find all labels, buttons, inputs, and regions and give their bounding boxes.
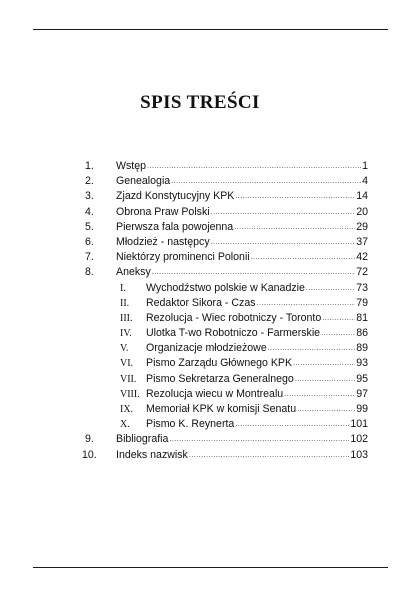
dot-leader [171, 174, 361, 189]
entry-line [116, 432, 368, 448]
toc-subentry [0, 281, 400, 296]
entry-line [116, 205, 368, 221]
dot-leader [169, 432, 349, 447]
entry-number: 4. [85, 205, 94, 218]
toc-subentry [0, 326, 400, 341]
entry-line [116, 220, 368, 236]
entry-number: III. [120, 312, 133, 324]
entry-label: Wstęp [116, 160, 147, 172]
entry-page-number: 29 [356, 220, 368, 233]
dot-leader [257, 296, 356, 311]
entry-label: Wychodźstwo polskie w Kanadzie [146, 281, 305, 294]
entry-number: VIII. [120, 388, 140, 400]
toc-entry [0, 235, 400, 250]
entry-line [116, 235, 368, 251]
entry-label: Pismo K. Reynerta [146, 418, 235, 431]
toc-subentry [0, 341, 400, 356]
dot-leader [284, 387, 355, 402]
entry-page-number: 73 [356, 281, 368, 294]
entry-line [146, 402, 368, 418]
entry-number: X. [120, 419, 130, 431]
entry-line [146, 281, 368, 297]
toc-subentry [0, 402, 400, 417]
entry-number: VI. [120, 358, 134, 370]
entry-line [146, 417, 368, 433]
dot-leader [322, 311, 355, 326]
entry-label: Pismo Sekretarza Generalnego [146, 372, 294, 385]
entry-label: Zjazd Konstytucyjny KPK [116, 190, 235, 203]
entry-label: Obrona Praw Polski [116, 205, 210, 218]
toc-entry [0, 220, 400, 235]
dot-leader [268, 341, 355, 356]
entry-page-number: 95 [356, 372, 368, 385]
toc-subentry [0, 417, 400, 432]
entry-page-number: 1 [362, 160, 368, 172]
entry-number: VII. [120, 373, 137, 385]
entry-page-number: 103 [350, 448, 368, 461]
entry-line [116, 174, 368, 190]
entry-line [116, 189, 368, 205]
dot-leader [189, 448, 349, 463]
toc-entry [0, 159, 400, 174]
entry-line [116, 265, 368, 281]
entry-page-number: 93 [356, 357, 368, 370]
entry-number: 6. [85, 235, 94, 248]
entry-number: 2. [85, 175, 94, 188]
entry-line [146, 341, 368, 357]
entry-page-number: 102 [350, 433, 368, 446]
toc-entry [0, 265, 400, 280]
dot-leader [234, 220, 355, 235]
entry-page-number: 81 [356, 311, 368, 324]
entry-page-number: 72 [356, 266, 368, 279]
entry-line [146, 311, 368, 327]
entry-page-number: 4 [362, 175, 368, 188]
entry-number: 9. [85, 433, 94, 446]
entry-page-number: 89 [356, 342, 368, 355]
entry-page-number: 37 [356, 235, 368, 248]
entry-label: Indeks nazwisk [116, 448, 188, 461]
toc-subentry [0, 372, 400, 387]
entry-line [146, 296, 368, 312]
dot-leader [297, 402, 355, 417]
toc-entry [0, 250, 400, 265]
toc-entry [0, 174, 400, 189]
dot-leader [251, 250, 356, 265]
dot-leader [306, 281, 355, 296]
dot-leader [211, 205, 356, 220]
toc-entry [0, 432, 400, 447]
dot-leader [211, 235, 356, 250]
entry-label: Organizacje młodzieżowe [146, 342, 267, 355]
entry-label: Aneksy [116, 266, 151, 279]
entry-page-number: 86 [356, 327, 368, 340]
toc-subentry [0, 311, 400, 326]
page-title: SPIS TREŚCI [140, 92, 260, 113]
entry-line [146, 372, 368, 388]
entry-number: IX. [120, 404, 134, 415]
toc-subentry [0, 356, 400, 371]
entry-page-number: 20 [356, 205, 368, 218]
entry-number: V. [120, 343, 129, 355]
entry-label: Pismo Zarządu Głównego KPK [146, 357, 293, 370]
entry-number: IV. [120, 328, 132, 340]
entry-number: 7. [85, 251, 94, 264]
entry-page-number: 99 [356, 403, 368, 415]
entry-page-number: 42 [356, 251, 368, 264]
entry-label: Młodzież - następcy [116, 235, 210, 248]
entry-label: Redaktor Sikora - Czas [146, 296, 256, 309]
entry-label: Bibliografia [116, 433, 169, 446]
toc-entry [0, 205, 400, 220]
entry-label: Rezolucja - Wiec robotniczy - Toronto [146, 311, 322, 324]
dot-leader [152, 265, 355, 280]
toc-subentry [0, 296, 400, 311]
entry-number: 1. [85, 160, 94, 172]
entry-page-number: 97 [356, 387, 368, 400]
entry-line [116, 250, 368, 266]
entry-number: 5. [85, 220, 94, 233]
dot-leader [321, 326, 355, 341]
table-of-contents [0, 159, 400, 463]
dot-leader [293, 356, 355, 371]
dot-leader [235, 417, 349, 432]
entry-number: 3. [85, 190, 94, 203]
entry-number: I. [120, 282, 126, 294]
entry-line [116, 448, 368, 464]
entry-label: Niektórzy prominenci Polonii [116, 251, 250, 264]
entry-number: 8. [85, 266, 94, 279]
top-rule [33, 29, 388, 30]
toc-entry [0, 448, 400, 463]
entry-line [116, 159, 368, 175]
toc-entry [0, 189, 400, 204]
entry-line [146, 326, 368, 342]
bottom-rule [33, 567, 388, 568]
dot-leader [295, 372, 355, 387]
entry-page-number: 14 [356, 190, 368, 203]
entry-label: Genealogia [116, 175, 171, 188]
entry-label: Pierwsza fala powojenna [116, 220, 234, 233]
entry-line [146, 387, 368, 403]
entry-number: II. [120, 297, 130, 309]
dot-leader [147, 159, 361, 174]
entry-page-number: 101 [350, 418, 368, 431]
entry-line [146, 356, 368, 372]
entry-label: Memoriał KPK w komisji Senatu [146, 403, 297, 415]
dot-leader [235, 189, 355, 204]
toc-subentry [0, 387, 400, 402]
entry-page-number: 79 [356, 296, 368, 309]
entry-number: 10. [82, 448, 97, 461]
entry-label: Ulotka T-wo Robotniczo - Farmerskie [146, 327, 321, 340]
entry-label: Rezolucja wiecu w Montrealu [146, 387, 284, 400]
